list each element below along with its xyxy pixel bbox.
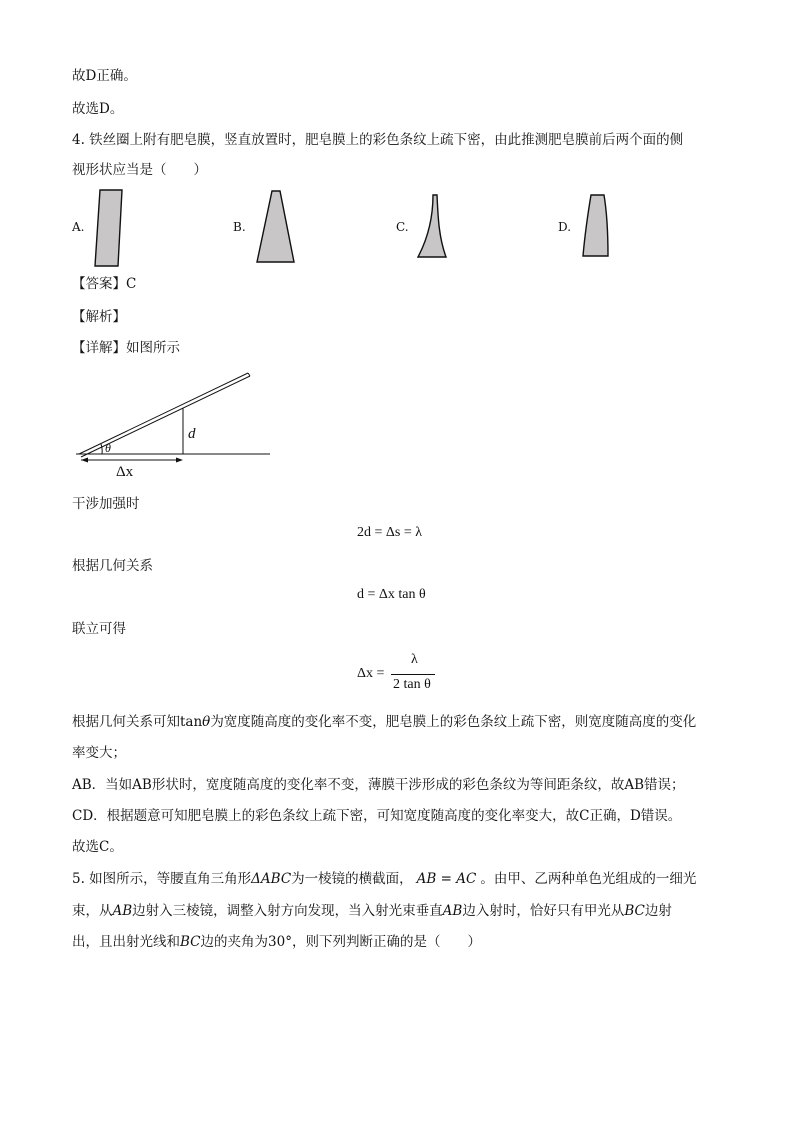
equation-3-lhs: Δx = <box>357 666 385 681</box>
theta-label: θ <box>105 441 111 455</box>
dx-label: Δx <box>116 464 134 480</box>
paragraph-line: 率变大； <box>72 745 126 761</box>
option-a-figure <box>90 188 130 270</box>
question-4-stem: 视形状应当是（ ） <box>72 162 207 178</box>
paragraph-line: 故选C。 <box>72 839 123 855</box>
question-4-stem: 4. 铁丝圈上附有肥皂膜，竖直放置时，肥皂膜上的彩色条纹上疏下密，由此推测肥皂膜前后两个面的侧 <box>72 132 684 148</box>
fraction-bar <box>391 674 435 675</box>
equation-1: 2d = Δs = λ <box>357 525 423 540</box>
question-5-stem: 束，从AB边射入三棱镜，调整入射方向发现，当入射光束垂直AB边入射时，恰好只有甲光从BC边射 <box>72 903 672 919</box>
option-b-figure <box>252 188 302 266</box>
d-label: d <box>188 426 196 442</box>
text-line: 联立可得 <box>72 621 126 637</box>
answer-label: 【答案】C <box>72 276 137 292</box>
option-d-figure <box>578 193 614 261</box>
text-line: 干涉加强时 <box>72 496 140 512</box>
equation-3-numerator: λ <box>411 652 418 667</box>
option-c-label: C. <box>396 220 409 234</box>
question-5-stem: 出，且出射光线和BC边的夹角为30°，则下列判断正确的是（ ） <box>72 934 481 950</box>
analysis-label: 【解析】 <box>72 309 126 325</box>
paragraph-line: 根据几何关系可知tanθ为宽度随高度的变化率不变，肥皂膜上的彩色条纹上疏下密，则宽度随高度的变化 <box>72 714 697 730</box>
option-b-label: B. <box>233 220 246 234</box>
option-c-figure <box>414 193 454 261</box>
text-line: 故选D。 <box>72 101 124 117</box>
text-line: 根据几何关系 <box>72 558 153 574</box>
wedge-diagram <box>72 368 272 480</box>
text-line: 故D正确。 <box>72 68 137 84</box>
option-d-label: D. <box>558 220 572 234</box>
detail-label: 【详解】如图所示 <box>72 340 180 356</box>
equation-3-denominator: 2 tan θ <box>393 677 431 692</box>
question-5-stem: 5. 如图所示，等腰直角三角形ΔABC为一棱镜的横截面， AB = AC 。由甲、乙两种单色光组成的一细光 <box>72 871 697 887</box>
equation-2: d = Δx tan θ <box>357 587 426 602</box>
paragraph-line: CD．根据题意可知肥皂膜上的彩色条纹上疏下密，可知宽度随高度的变化率变大，故C正确，D错误。 <box>72 808 682 824</box>
paragraph-line: AB．当如AB形状时，宽度随高度的变化率不变，薄膜干涉形成的彩色条纹为等间距条纹，故AB错误； <box>72 777 685 793</box>
option-a-label: A. <box>72 220 85 234</box>
